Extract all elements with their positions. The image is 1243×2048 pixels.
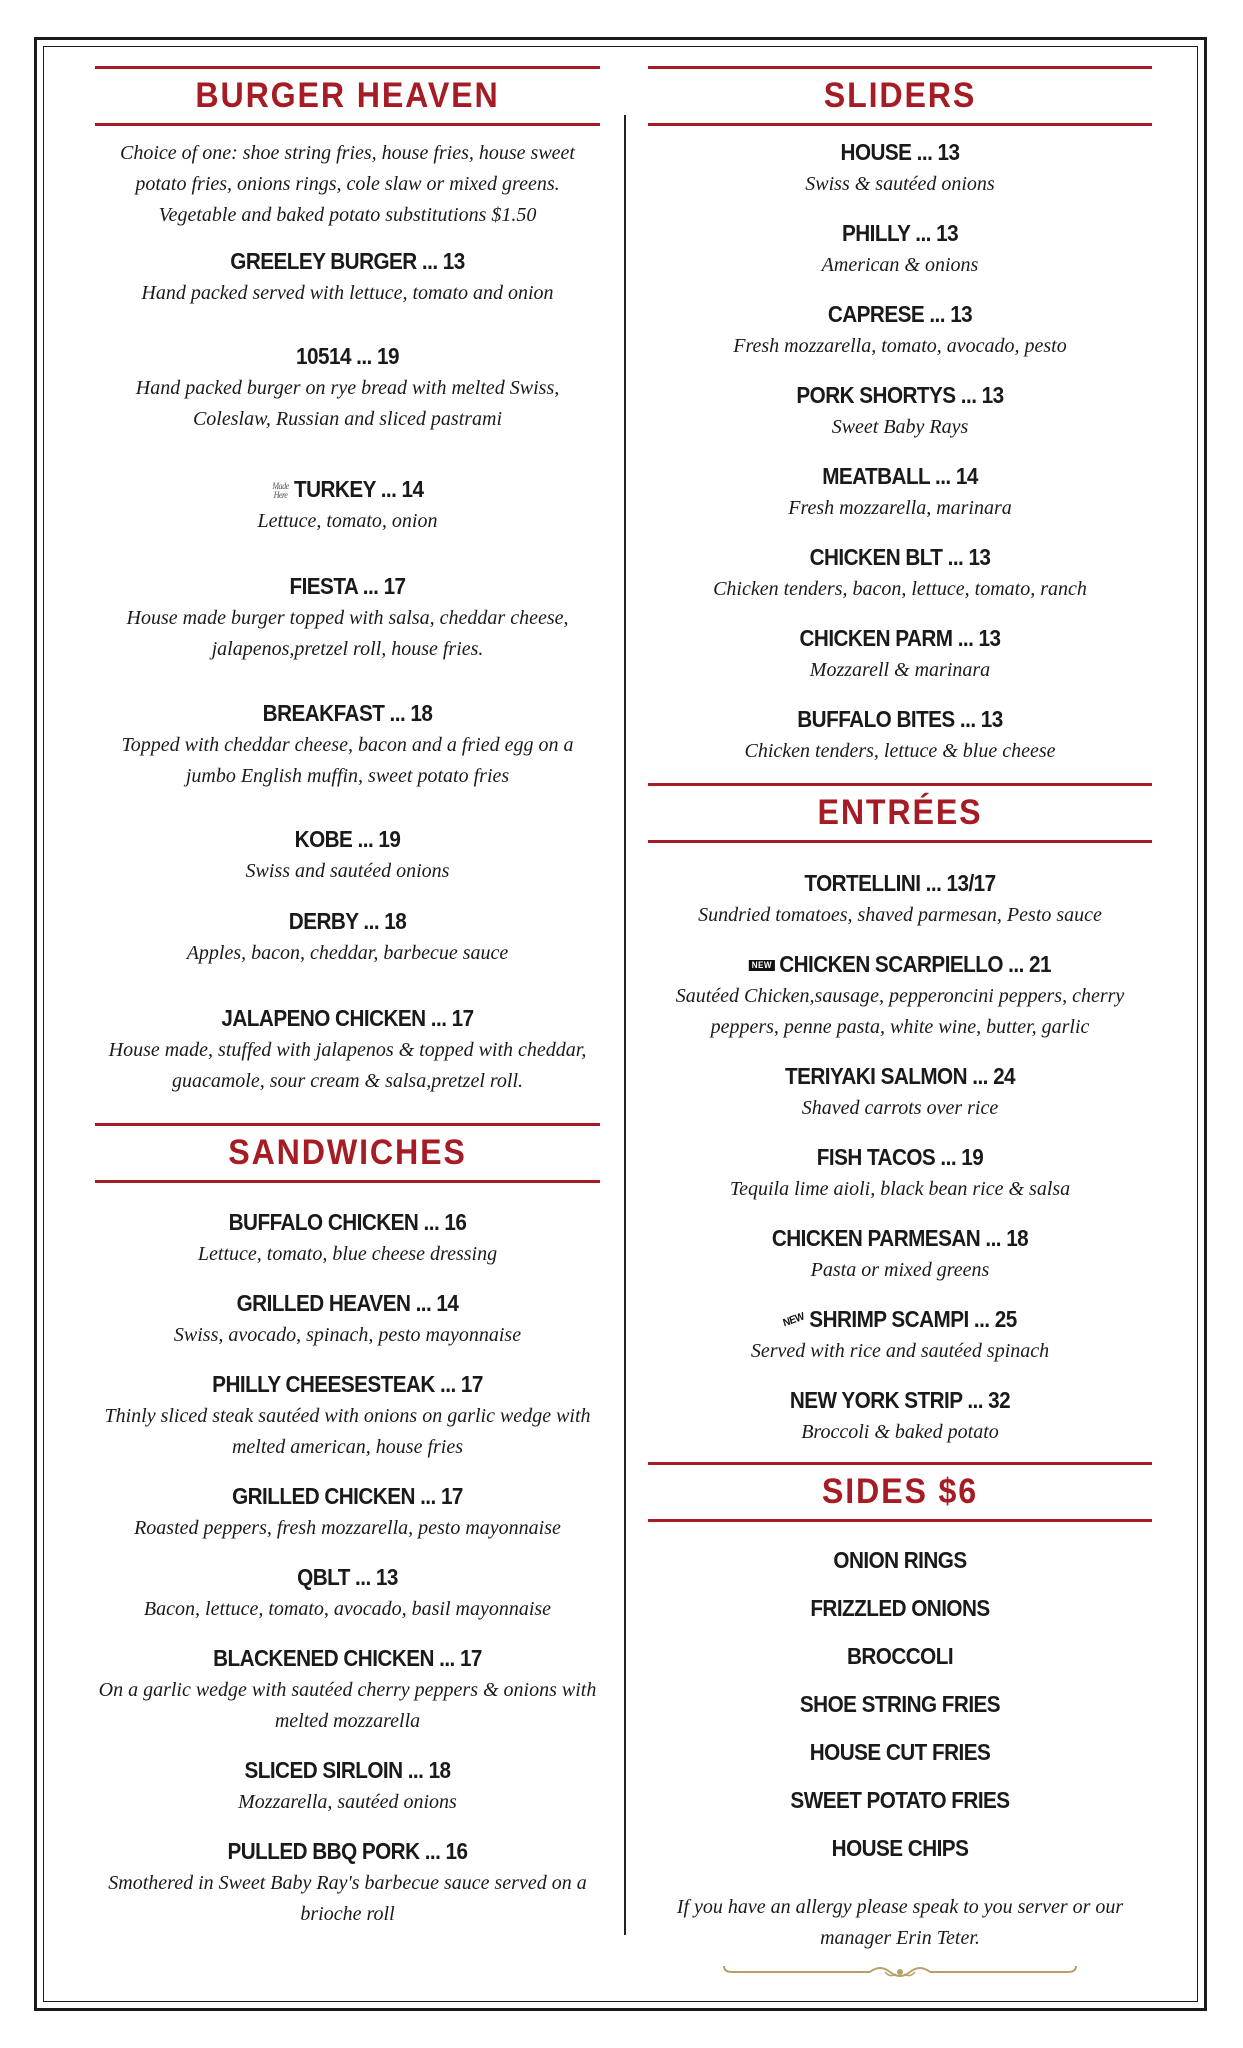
item-desc: Swiss and sautéed onions	[245, 860, 450, 882]
item-desc: Pasta or mixed greens	[810, 1259, 990, 1281]
item-desc: Shaved carrots over rice	[801, 1097, 999, 1119]
menu-item	[648, 1384, 1152, 1448]
menu-item	[648, 217, 1152, 281]
item-name: JALAPENO CHICKEN ... 17	[221, 1005, 474, 1031]
menu-item	[648, 541, 1152, 605]
item-desc: Thinly sliced steak sautéed with onions on garlic wedge with melted american, house fries	[104, 1405, 591, 1458]
left-column	[95, 66, 600, 1930]
menu-item	[95, 473, 600, 537]
item-desc: Fresh mozzarella, tomato, avocado, pesto	[733, 335, 1067, 357]
item-name: BUFFALO CHICKEN ... 16	[228, 1209, 467, 1235]
item-name: TERIYAKI SALMON ... 24	[784, 1063, 1016, 1089]
item-desc: House made burger topped with salsa, cheddar cheese, jalapenos,pretzel roll, house fries.	[126, 607, 569, 660]
menu-item	[648, 1141, 1152, 1205]
side-item: ONION RINGS	[833, 1547, 967, 1573]
section-title: BURGER HEAVEN	[195, 76, 500, 115]
menu-item	[648, 460, 1152, 524]
sliders-header	[648, 66, 1152, 126]
item-name: CHICKEN BLT ... 13	[809, 544, 991, 570]
burger-heaven-header	[95, 66, 600, 126]
item-name: 10514 ... 19	[296, 343, 399, 369]
item-name: KOBE ... 19	[294, 826, 401, 852]
menu-item	[95, 1835, 600, 1930]
item-name-row	[673, 1303, 1127, 1336]
menu-item	[95, 1287, 600, 1351]
item-desc: Swiss & sautéed onions	[805, 173, 995, 195]
side-item: FRIZZLED ONIONS	[810, 1595, 990, 1621]
item-desc: Chicken tenders, lettuce & blue cheese	[744, 740, 1056, 762]
item-name: CAPRESE ... 13	[827, 301, 973, 327]
item-name: GREELEY BURGER ... 13	[230, 248, 465, 274]
menu-item	[95, 1480, 600, 1544]
item-desc: Hand packed served with lettuce, tomato and onion	[141, 282, 554, 304]
menu-item	[95, 1368, 600, 1463]
menu-item	[648, 136, 1152, 200]
side-item: HOUSE CUT FRIES	[809, 1739, 991, 1765]
section-title: ENTRÉES	[817, 793, 983, 832]
flourish-ornament	[648, 1960, 1152, 1987]
item-desc: Lettuce, tomato, blue cheese dressing	[197, 1243, 498, 1265]
menu-item	[648, 1060, 1152, 1124]
item-desc: Hand packed burger on rye bread with melted Swiss, Coleslaw, Russian and sliced pastrami	[135, 377, 560, 430]
sides-list	[648, 1536, 1152, 1872]
item-desc: Chicken tenders, bacon, lettuce, tomato, ranch	[713, 578, 1087, 600]
section-title: SANDWICHES	[228, 1133, 467, 1172]
item-name: CHICKEN SCARPIELLO ... 21	[779, 951, 1051, 977]
item-desc: On a garlic wedge with sautéed cherry peppers & onions with melted mozzarella	[98, 1679, 597, 1732]
item-name: FIESTA ... 17	[289, 573, 406, 599]
entrees-header	[648, 783, 1152, 843]
menu-item	[95, 570, 600, 665]
item-name: QBLT ... 13	[297, 1564, 398, 1590]
menu-item	[95, 905, 600, 969]
menu-item	[95, 1754, 600, 1818]
menu-item	[95, 697, 600, 792]
made-here-badge: Made Here	[272, 480, 289, 500]
item-name: BUFFALO BITES ... 13	[797, 706, 1003, 732]
item-desc: Swiss, avocado, spinach, pesto mayonnaise	[173, 1324, 522, 1346]
menu-item	[95, 1206, 600, 1270]
item-desc: Sweet Baby Rays	[831, 416, 969, 438]
item-desc: Sundried tomatoes, shaved parmesan, Pesto sauce	[698, 904, 1102, 926]
sides-header	[648, 1462, 1152, 1522]
new-badge: NEW	[782, 1311, 806, 1330]
item-name: PORK SHORTYS ... 13	[796, 382, 1004, 408]
item-name: NEW YORK STRIP ... 32	[789, 1387, 1011, 1413]
item-name: CHICKEN PARM ... 13	[799, 625, 1001, 651]
item-desc: Lettuce, tomato, onion	[257, 510, 438, 532]
item-desc: Served with rice and sautéed spinach	[750, 1340, 1050, 1362]
menu-item	[648, 379, 1152, 443]
menu-item	[648, 298, 1152, 362]
item-desc: Apples, bacon, cheddar, barbecue sauce	[186, 942, 509, 964]
item-name: DERBY ... 18	[288, 908, 407, 934]
item-name: SHRIMP SCAMPI ... 25	[809, 1306, 1017, 1332]
item-desc: Roasted peppers, fresh mozzarella, pesto mayonnaise	[134, 1517, 561, 1539]
item-desc: Mozzarell & marinara	[809, 659, 991, 681]
side-item: HOUSE CHIPS	[831, 1835, 969, 1861]
item-name: GRILLED CHICKEN ... 17	[232, 1483, 463, 1509]
item-desc: Bacon, lettuce, tomato, avocado, basil mayonnaise	[143, 1598, 552, 1620]
column-divider	[624, 115, 626, 1935]
item-desc: House made, stuffed with jalapenos & topped with cheddar, guacamole, sour cream & salsa,pretzel roll.	[108, 1039, 587, 1092]
item-name: SLICED SIRLOIN ... 18	[244, 1757, 451, 1783]
item-name: CHICKEN PARMESAN ... 18	[771, 1225, 1029, 1251]
section-title: SLIDERS	[823, 76, 977, 115]
item-desc: Mozzarella, sautéed onions	[238, 1791, 457, 1813]
side-item: SHOE STRING FRIES	[799, 1691, 1001, 1717]
menu-item	[648, 1222, 1152, 1286]
item-name: HOUSE ... 13	[840, 139, 960, 165]
item-desc: Topped with cheddar cheese, bacon and a fried egg on a jumbo English muffin, sweet potato fries	[121, 734, 574, 787]
item-name: TORTELLINI ... 13/17	[804, 870, 996, 896]
item-name: GRILLED HEAVEN ... 14	[236, 1290, 459, 1316]
item-name-row	[120, 473, 575, 506]
item-desc: Fresh mozzarella, marinara	[788, 497, 1012, 519]
menu-item	[95, 1642, 600, 1737]
side-item: SWEET POTATO FRIES	[790, 1787, 1010, 1813]
item-name: MEATBALL ... 14	[822, 463, 978, 489]
menu-item	[648, 948, 1152, 1043]
sandwiches-header	[95, 1123, 600, 1183]
allergy-note: If you have an allergy please speak to you server or our manager Erin Teter.	[676, 1896, 1124, 1949]
menu-item	[648, 1303, 1152, 1367]
menu-item	[648, 703, 1152, 767]
item-name: BREAKFAST ... 18	[262, 700, 433, 726]
item-name: PHILLY ... 13	[841, 220, 959, 246]
burger-intro: Choice of one: shoe string fries, house fries, house sweet potato fries, onions rings, cole slaw or mixed greens. Vegetable and baked potato substitutions $1.50	[120, 142, 575, 226]
item-name: FISH TACOS ... 19	[816, 1144, 984, 1170]
menu-item	[95, 1002, 600, 1097]
menu-item	[95, 245, 600, 309]
menu-item	[648, 622, 1152, 686]
item-name: BLACKENED CHICKEN ... 17	[213, 1645, 482, 1671]
new-badge: NEW	[749, 960, 775, 971]
side-item: BROCCOLI	[846, 1643, 954, 1669]
item-name: PHILLY CHEESESTEAK ... 17	[212, 1371, 483, 1397]
right-column	[648, 66, 1152, 1987]
flourish-icon	[720, 1960, 1080, 1982]
menu-item	[95, 340, 600, 435]
menu-item	[95, 1561, 600, 1625]
item-name: TURKEY ... 14	[293, 476, 424, 502]
item-name: PULLED BBQ PORK ... 16	[227, 1838, 468, 1864]
menu-item	[95, 823, 600, 887]
item-desc: Sautéed Chicken,sausage, pepperoncini peppers, cherry peppers, penne pasta, white wine, butter, garlic	[675, 985, 1125, 1038]
menu-item	[648, 867, 1152, 931]
item-desc: Tequila lime aioli, black bean rice & salsa	[729, 1178, 1071, 1200]
item-desc: Smothered in Sweet Baby Ray's barbecue sauce served on a brioche roll	[108, 1872, 587, 1925]
item-desc: Broccoli & baked potato	[801, 1421, 999, 1443]
section-title: SIDES $6	[821, 1472, 979, 1511]
item-name-row	[673, 948, 1127, 981]
item-desc: American & onions	[821, 254, 979, 276]
